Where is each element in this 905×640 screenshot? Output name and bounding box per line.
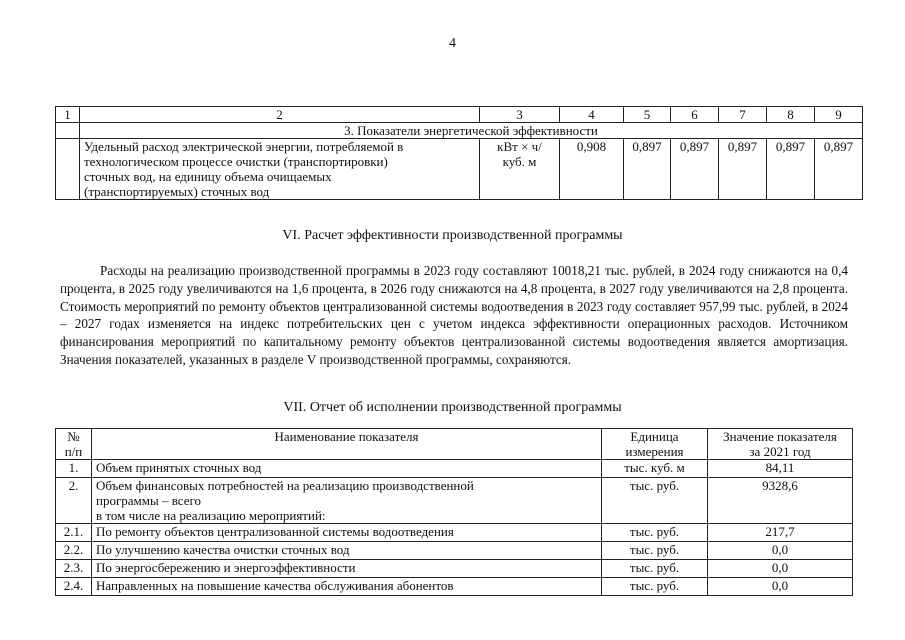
row-unit: тыс. руб. xyxy=(602,524,708,542)
row-value: 9328,6 xyxy=(708,478,853,524)
row-num: 2. xyxy=(56,478,92,524)
indicator-unit xyxy=(480,139,560,200)
col-num-2: 2 xyxy=(80,107,480,123)
energy-efficiency-table xyxy=(55,106,863,200)
value-cell: 0,897 xyxy=(815,139,863,200)
empty-cell xyxy=(56,139,80,200)
header-line: Значение показателя xyxy=(723,429,837,444)
name-line: в том числе на реализацию мероприятий: xyxy=(96,508,326,523)
row-value: 0,0 xyxy=(708,542,853,560)
name-line: Удельный расход электрической энергии, потребляемой в xyxy=(84,139,404,154)
row-name: По энергосбережению и энергоэффективности xyxy=(92,560,602,578)
section-7-title: VII. Отчет об исполнении производственной программы xyxy=(283,400,622,415)
row-unit: тыс. куб. м xyxy=(602,460,708,478)
col-num-4: 4 xyxy=(560,107,624,123)
table-row xyxy=(56,478,853,524)
col-num-1: 1 xyxy=(56,107,80,123)
header-line: № xyxy=(67,429,80,444)
col-num-7: 7 xyxy=(719,107,767,123)
table-row xyxy=(56,542,853,560)
header-line: Единица xyxy=(630,429,679,444)
empty-cell xyxy=(56,123,80,139)
indicator-name xyxy=(80,139,480,200)
header-unit xyxy=(602,429,708,460)
name-line: Объем финансовых потребностей на реализацию производственной xyxy=(96,478,474,493)
table-row xyxy=(56,524,853,542)
row-num: 2.1. xyxy=(56,524,92,542)
row-name xyxy=(92,478,602,524)
col-num-6: 6 xyxy=(671,107,719,123)
row-value: 217,7 xyxy=(708,524,853,542)
value-cell: 0,897 xyxy=(719,139,767,200)
value-cell: 0,908 xyxy=(560,139,624,200)
row-name: Объем принятых сточных вод xyxy=(92,460,602,478)
col-num-8: 8 xyxy=(767,107,815,123)
section-6-paragraph: Расходы на реализацию производственной программы в 2023 году составляют 10018,21 тыс. рублей, в 2024 году снижаются на 0,4 процента, в 2025 году увеличиваются на 1,6 процента, в 2026 году снижаются на 4,8 процента, в 2027 году увеличиваются на 2,8 процента. Стоимость мероприятий по ремонту объектов централизованной системы водоотведения в 2023 году составляет 957,99 тыс. рублей, в 2024 – 2027 годах изменяется на индекс потребительских цен с учетом индекса эффективности операционных расходов. Источником финансирования мероприятий по капитальному ремонту объектов централизованной системы водоотведения является амортизация. Значения показателей, указанных в разделе V производственной программы, сохраняются. xyxy=(60,263,848,367)
value-cell: 0,897 xyxy=(671,139,719,200)
row-num: 2.3. xyxy=(56,560,92,578)
row-num: 1. xyxy=(56,460,92,478)
table-header-row xyxy=(56,429,853,460)
col-num-9: 9 xyxy=(815,107,863,123)
header-value xyxy=(708,429,853,460)
section-title: 3. Показатели энергетической эффективности xyxy=(80,123,863,139)
table-row xyxy=(56,578,853,596)
row-value: 0,0 xyxy=(708,578,853,596)
header-name: Наименование показателя xyxy=(92,429,602,460)
header-line: п/п xyxy=(64,444,83,459)
unit-line: куб. м xyxy=(502,154,537,169)
name-line: сточных вод, на единицу объема очищаемых xyxy=(84,169,332,184)
table-row xyxy=(56,460,853,478)
column-number-row xyxy=(56,107,863,123)
name-line: технологическом процессе очистки (транспортировки) xyxy=(84,154,388,169)
row-num: 2.2. xyxy=(56,542,92,560)
row-name: По улучшению качества очистки сточных вод xyxy=(92,542,602,560)
row-name: Направленных на повышение качества обслуживания абонентов xyxy=(92,578,602,596)
row-unit: тыс. руб. xyxy=(602,542,708,560)
row-num: 2.4. xyxy=(56,578,92,596)
row-unit: тыс. руб. xyxy=(602,478,708,524)
row-unit: тыс. руб. xyxy=(602,560,708,578)
program-execution-table xyxy=(55,428,853,596)
section-title-row xyxy=(56,123,863,139)
header-num xyxy=(56,429,92,460)
value-cell: 0,897 xyxy=(767,139,815,200)
col-num-3: 3 xyxy=(480,107,560,123)
name-line: программы – всего xyxy=(96,493,202,508)
page-number: 4 xyxy=(449,36,456,51)
row-name: По ремонту объектов централизованной системы водоотведения xyxy=(92,524,602,542)
section-6-title: VI. Расчет эффективности производственной программы xyxy=(282,228,623,243)
header-line: за 2021 год xyxy=(749,444,811,459)
row-value: 84,11 xyxy=(708,460,853,478)
row-unit: тыс. руб. xyxy=(602,578,708,596)
table-row xyxy=(56,139,863,200)
table-row xyxy=(56,560,853,578)
unit-line: кВт × ч/ xyxy=(497,139,542,154)
col-num-5: 5 xyxy=(624,107,671,123)
header-line: измерения xyxy=(625,444,684,459)
name-line: (транспортируемых) сточных вод xyxy=(84,184,270,199)
row-value: 0,0 xyxy=(708,560,853,578)
value-cell: 0,897 xyxy=(624,139,671,200)
